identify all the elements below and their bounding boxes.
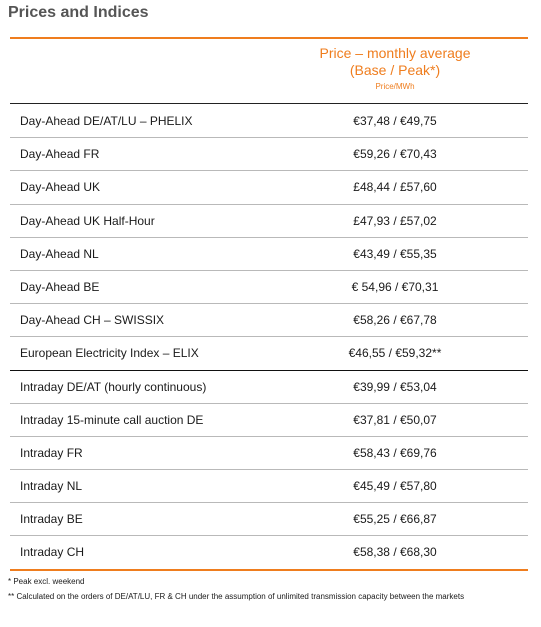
row-price: €59,26 / €70,43: [353, 147, 437, 162]
row-price: €58,26 / €67,78: [353, 313, 437, 328]
row-name: Intraday NL: [20, 479, 83, 494]
table-row: [10, 171, 528, 204]
row-price: €37,48 / €49,75: [353, 114, 437, 128]
table-row: [10, 503, 528, 536]
page-title: Prices and Indices: [8, 4, 149, 21]
row-name: Day-Ahead UK: [20, 180, 101, 195]
row-name: Intraday FR: [20, 445, 83, 460]
table-row: [10, 470, 528, 503]
row-name: Day-Ahead FR: [20, 147, 100, 162]
header-top-rule: [10, 37, 528, 39]
price-header-line1: Price – monthly average: [319, 45, 471, 61]
table-row: [10, 105, 528, 138]
price-column-header: [260, 45, 530, 93]
row-name: Intraday CH: [20, 545, 85, 560]
row-price: €58,43 / €69,76: [353, 445, 437, 460]
row-name: Day-Ahead CH – SWISSIX: [20, 313, 165, 328]
table-row: [10, 238, 528, 271]
row-name: Day-Ahead BE: [20, 279, 100, 294]
header-bottom-rule: [10, 103, 528, 104]
table-header: [10, 40, 528, 102]
row-price: €55,25 / €66,87: [353, 512, 437, 527]
footnotes: [8, 574, 528, 604]
row-price: £47,93 / £57,02: [353, 213, 437, 228]
row-name: Day-Ahead DE/AT/LU – PHELIX: [20, 114, 193, 128]
row-name: Intraday 15-minute call auction DE: [20, 412, 204, 427]
price-header-line2: (Base / Peak*): [349, 62, 441, 78]
table-row: [10, 337, 528, 370]
footnote-elix: ** Calculated on the orders of DE/AT/LU, FR & CH under the assumption of unlimited transmission capacity between the markets: [8, 592, 465, 601]
table-row: [10, 205, 528, 238]
table-row: [10, 437, 528, 470]
row-price: £48,44 / £57,60: [353, 180, 437, 195]
row-price: €58,38 / €68,30: [353, 545, 437, 560]
table-row: [10, 536, 528, 570]
row-price: €45,49 / €57,80: [353, 479, 437, 494]
price-unit-label: Price/MWh: [375, 82, 415, 91]
table-row: [10, 304, 528, 337]
row-name: Day-Ahead UK Half-Hour: [20, 213, 155, 228]
row-price: €39,99 / €53,04: [353, 379, 437, 394]
table-row: [10, 138, 528, 171]
table-row: [10, 404, 528, 437]
row-name: Intraday BE: [20, 512, 83, 527]
row-name: Day-Ahead NL: [20, 246, 99, 261]
footnote-peak: * Peak excl. weekend: [8, 577, 85, 586]
row-price: €37,81 / €50,07: [353, 412, 437, 427]
row-price: €43,49 / €55,35: [353, 246, 437, 261]
row-name: Intraday DE/AT (hourly continuous): [20, 379, 207, 394]
row-name: European Electricity Index – ELIX: [20, 346, 199, 361]
table-row: [10, 271, 528, 304]
row-price: €46,55 / €59,32**: [348, 346, 442, 361]
price-table: [10, 105, 528, 571]
row-price: € 54,96 / €70,31: [351, 279, 439, 294]
table-row: [10, 371, 528, 404]
